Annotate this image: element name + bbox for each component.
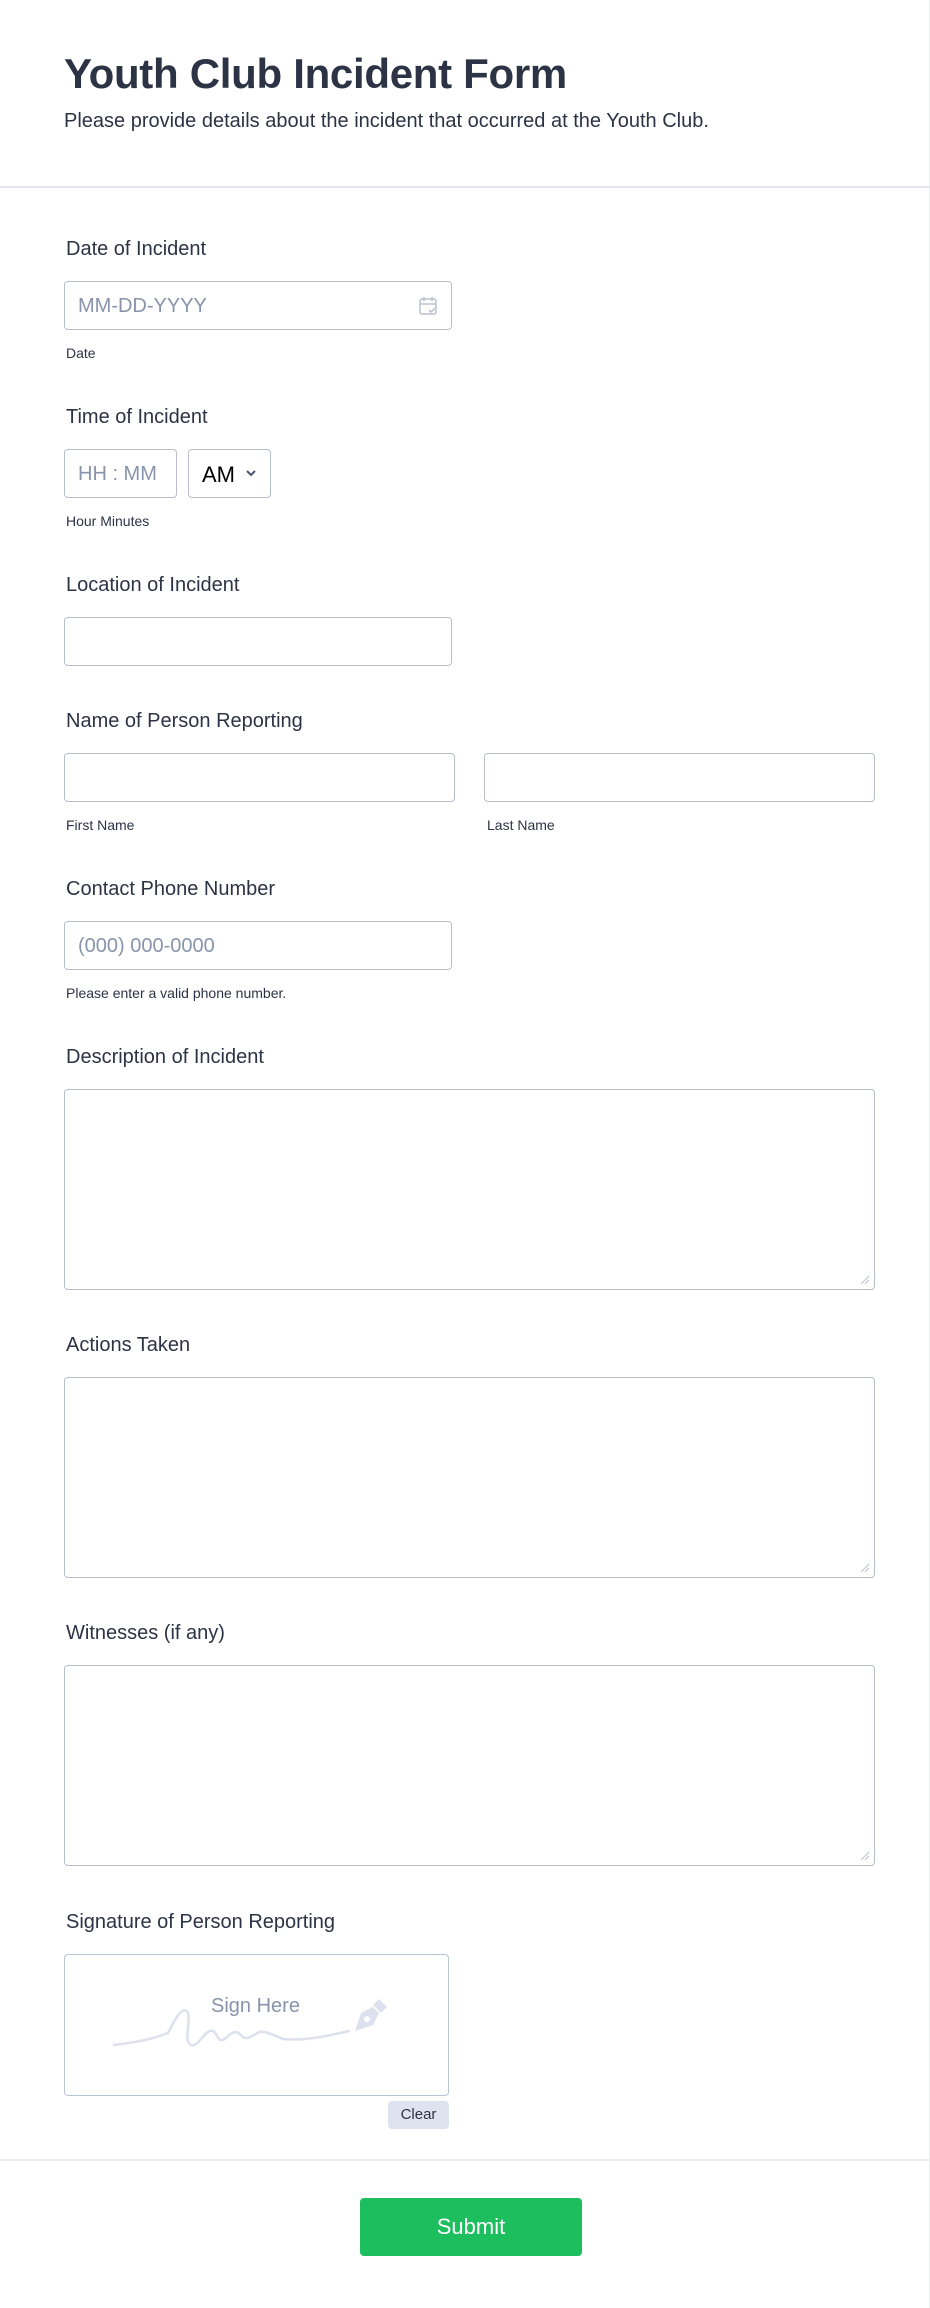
clear-signature-button[interactable]: Clear (388, 2101, 449, 2129)
actions-label: Actions Taken (66, 1334, 191, 1356)
date-label: Date of Incident (66, 238, 207, 260)
form-subtitle: Please provide details about the incident that occurred at the Youth Club. (64, 110, 709, 132)
resize-handle-icon[interactable] (860, 1275, 870, 1285)
witnesses-textarea[interactable] (64, 1665, 875, 1866)
time-sublabel: Hour Minutes (66, 513, 150, 529)
pen-nib-icon (351, 1995, 391, 2035)
first-name-sublabel: First Name (66, 817, 135, 833)
last-name-sublabel: Last Name (487, 817, 555, 833)
resize-handle-icon[interactable] (860, 1563, 870, 1573)
ampm-value: AM (202, 462, 235, 487)
form-title: Youth Club Incident Form (64, 50, 567, 97)
calendar-icon[interactable] (419, 296, 437, 316)
signature-pad[interactable] (64, 1954, 449, 2096)
date-input[interactable] (64, 281, 452, 330)
actions-textarea[interactable] (64, 1377, 875, 1578)
location-label: Location of Incident (66, 574, 240, 596)
footer-divider (0, 2159, 930, 2161)
date-placeholder: MM-DD-YYYY (78, 295, 207, 317)
phone-sublabel: Please enter a valid phone number. (66, 985, 287, 1001)
signature-label: Signature of Person Reporting (66, 1911, 336, 1933)
time-input[interactable] (64, 449, 177, 498)
time-placeholder: HH : MM (78, 463, 157, 485)
time-label: Time of Incident (66, 406, 208, 428)
phone-label: Contact Phone Number (66, 878, 276, 900)
location-input[interactable] (64, 617, 452, 666)
last-name-input[interactable] (484, 753, 875, 802)
sign-here-placeholder: Sign Here (211, 1995, 300, 2017)
resize-handle-icon[interactable] (860, 1851, 870, 1861)
ampm-select[interactable] (188, 449, 271, 498)
date-sublabel: Date (66, 345, 96, 361)
form-header (0, 0, 930, 188)
witnesses-label: Witnesses (if any) (66, 1622, 225, 1644)
description-label: Description of Incident (66, 1046, 264, 1068)
phone-input[interactable] (64, 921, 452, 970)
first-name-input[interactable] (64, 753, 455, 802)
name-label: Name of Person Reporting (66, 710, 303, 732)
submit-button[interactable]: Submit (360, 2198, 582, 2256)
chevron-down-icon (244, 466, 258, 480)
description-textarea[interactable] (64, 1089, 875, 1290)
phone-placeholder: (000) 000-0000 (78, 935, 215, 957)
